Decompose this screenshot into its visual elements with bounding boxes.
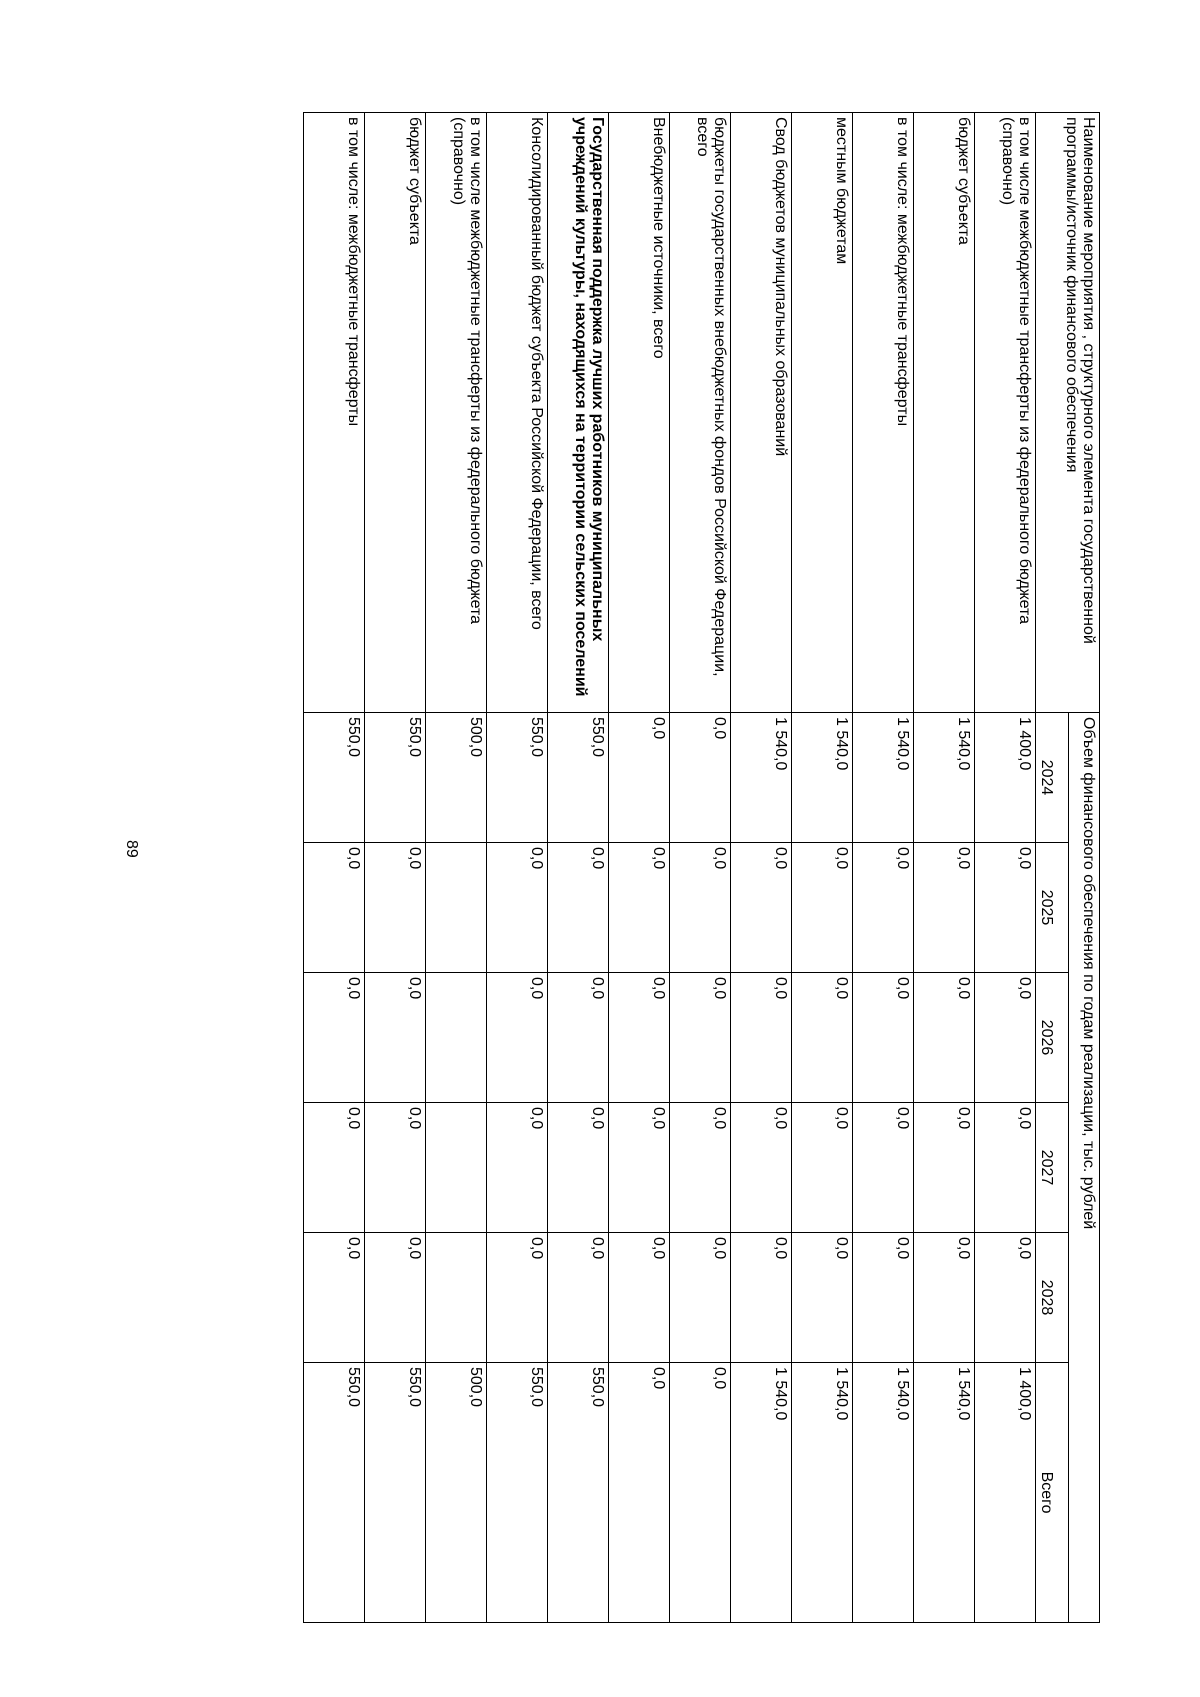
- row-value: 1 540,0: [792, 1363, 853, 1623]
- row-label: местным бюджетам: [792, 113, 853, 713]
- row-value: 0,0: [548, 973, 609, 1103]
- header-year-2028: 2028: [1036, 1233, 1069, 1363]
- row-value: 0,0: [731, 1233, 792, 1363]
- row-value: 0,0: [365, 843, 426, 973]
- row-value: 1 540,0: [731, 1363, 792, 1623]
- row-value: 0,0: [609, 843, 670, 973]
- row-value: 0,0: [304, 973, 365, 1103]
- table-row: [365, 113, 426, 1623]
- rotated-table-container: [220, 112, 1100, 1622]
- row-value: 1 400,0: [975, 713, 1036, 843]
- row-label: в том числе межбюджетные трансферты из федерального бюджета (справочно): [426, 113, 487, 713]
- row-label: Государственная поддержка лучших работников муниципальных учреждений культуры, находящихся на территории сельских поселений: [548, 113, 609, 713]
- row-value: 0,0: [731, 973, 792, 1103]
- row-value: 0,0: [914, 1103, 975, 1233]
- row-label: бюджет субъекта: [914, 113, 975, 713]
- row-value: 1 540,0: [914, 1363, 975, 1623]
- row-value: 550,0: [548, 1363, 609, 1623]
- row-value: 0,0: [975, 1233, 1036, 1363]
- row-value: 0,0: [853, 843, 914, 973]
- funding-table: [303, 112, 1100, 1623]
- row-label: Внебюджетные источники, всего: [609, 113, 670, 713]
- row-value: [426, 843, 487, 973]
- row-value: 550,0: [365, 713, 426, 843]
- table-row: [426, 113, 487, 1623]
- row-value: 0,0: [853, 1233, 914, 1363]
- row-value: 550,0: [304, 713, 365, 843]
- table-row: [731, 113, 792, 1623]
- row-value: 550,0: [487, 1363, 548, 1623]
- row-value: 0,0: [365, 1103, 426, 1233]
- header-year-2027: 2027: [1036, 1103, 1069, 1233]
- row-value: 0,0: [670, 1103, 731, 1233]
- row-label: бюджеты государственных внебюджетных фондов Российской Федерации, всего: [670, 113, 731, 713]
- row-value: 0,0: [731, 843, 792, 973]
- row-value: 550,0: [304, 1363, 365, 1623]
- row-value: 0,0: [792, 843, 853, 973]
- row-value: 0,0: [487, 1233, 548, 1363]
- row-value: 0,0: [548, 1233, 609, 1363]
- table-row: [304, 113, 365, 1623]
- row-value: 0,0: [487, 1103, 548, 1233]
- header-funding-group: Объем финансового обеспечения по годам реализации, тыс. рублей: [1069, 713, 1100, 1623]
- header-year-2025: 2025: [1036, 843, 1069, 973]
- row-value: 1 540,0: [914, 713, 975, 843]
- row-value: 0,0: [365, 1233, 426, 1363]
- row-value: 0,0: [609, 1363, 670, 1623]
- row-value: [426, 973, 487, 1103]
- row-value: 500,0: [426, 713, 487, 843]
- row-value: 0,0: [914, 843, 975, 973]
- row-value: 0,0: [975, 1103, 1036, 1233]
- row-value: 0,0: [487, 843, 548, 973]
- row-label: бюджет субъекта: [365, 113, 426, 713]
- row-value: 0,0: [914, 973, 975, 1103]
- row-value: 1 540,0: [792, 713, 853, 843]
- row-value: 0,0: [914, 1233, 975, 1363]
- row-value: 0,0: [304, 1233, 365, 1363]
- row-value: 0,0: [365, 973, 426, 1103]
- row-value: 0,0: [670, 1363, 731, 1623]
- row-value: 500,0: [426, 1363, 487, 1623]
- table-row: [548, 113, 609, 1623]
- row-value: 0,0: [792, 1103, 853, 1233]
- row-value: 0,0: [670, 1233, 731, 1363]
- table-body: [304, 113, 1036, 1623]
- table-row: [487, 113, 548, 1623]
- row-value: 0,0: [609, 973, 670, 1103]
- row-value: 0,0: [853, 973, 914, 1103]
- row-value: 550,0: [365, 1363, 426, 1623]
- row-value: 0,0: [609, 713, 670, 843]
- table-row: [792, 113, 853, 1623]
- row-value: 0,0: [670, 713, 731, 843]
- header-total: Всего: [1036, 1363, 1069, 1623]
- header-year-2026: 2026: [1036, 973, 1069, 1103]
- header-name-column: Наименование мероприятия , структурного элемента государственной программы/источник финансового обеспечения: [1036, 113, 1100, 713]
- table-row: [609, 113, 670, 1623]
- row-value: 0,0: [304, 843, 365, 973]
- row-label: Свод бюджетов муниципальных образований: [731, 113, 792, 713]
- row-value: 0,0: [670, 843, 731, 973]
- row-value: 550,0: [487, 713, 548, 843]
- row-value: 0,0: [548, 1103, 609, 1233]
- row-value: 0,0: [792, 1233, 853, 1363]
- table-row: [914, 113, 975, 1623]
- row-value: 0,0: [975, 973, 1036, 1103]
- row-value: 550,0: [548, 713, 609, 843]
- row-value: 0,0: [304, 1103, 365, 1233]
- header-year-2024: 2024: [1036, 713, 1069, 843]
- row-label: в том числе: межбюджетные трансферты: [304, 113, 365, 713]
- row-value: 0,0: [548, 843, 609, 973]
- table-row: [853, 113, 914, 1623]
- row-value: 0,0: [609, 1233, 670, 1363]
- row-label: Консолидированный бюджет субъекта Российской Федерации, всего: [487, 113, 548, 713]
- row-value: 1 540,0: [731, 713, 792, 843]
- row-value: 1 540,0: [853, 713, 914, 843]
- row-value: 0,0: [609, 1103, 670, 1233]
- row-value: 0,0: [487, 973, 548, 1103]
- row-label: в том числе: межбюджетные трансферты: [853, 113, 914, 713]
- row-value: [426, 1103, 487, 1233]
- row-label: в том числе межбюджетные трансферты из федерального бюджета (справочно): [975, 113, 1036, 713]
- row-value: [426, 1233, 487, 1363]
- row-value: 0,0: [731, 1103, 792, 1233]
- row-value: 1 400,0: [975, 1363, 1036, 1623]
- row-value: 0,0: [792, 973, 853, 1103]
- table-row: [670, 113, 731, 1623]
- row-value: 1 540,0: [853, 1363, 914, 1623]
- row-value: 0,0: [853, 1103, 914, 1233]
- row-value: 0,0: [975, 843, 1036, 973]
- table-row: [975, 113, 1036, 1623]
- row-value: 0,0: [670, 973, 731, 1103]
- page-number: 89: [123, 840, 140, 858]
